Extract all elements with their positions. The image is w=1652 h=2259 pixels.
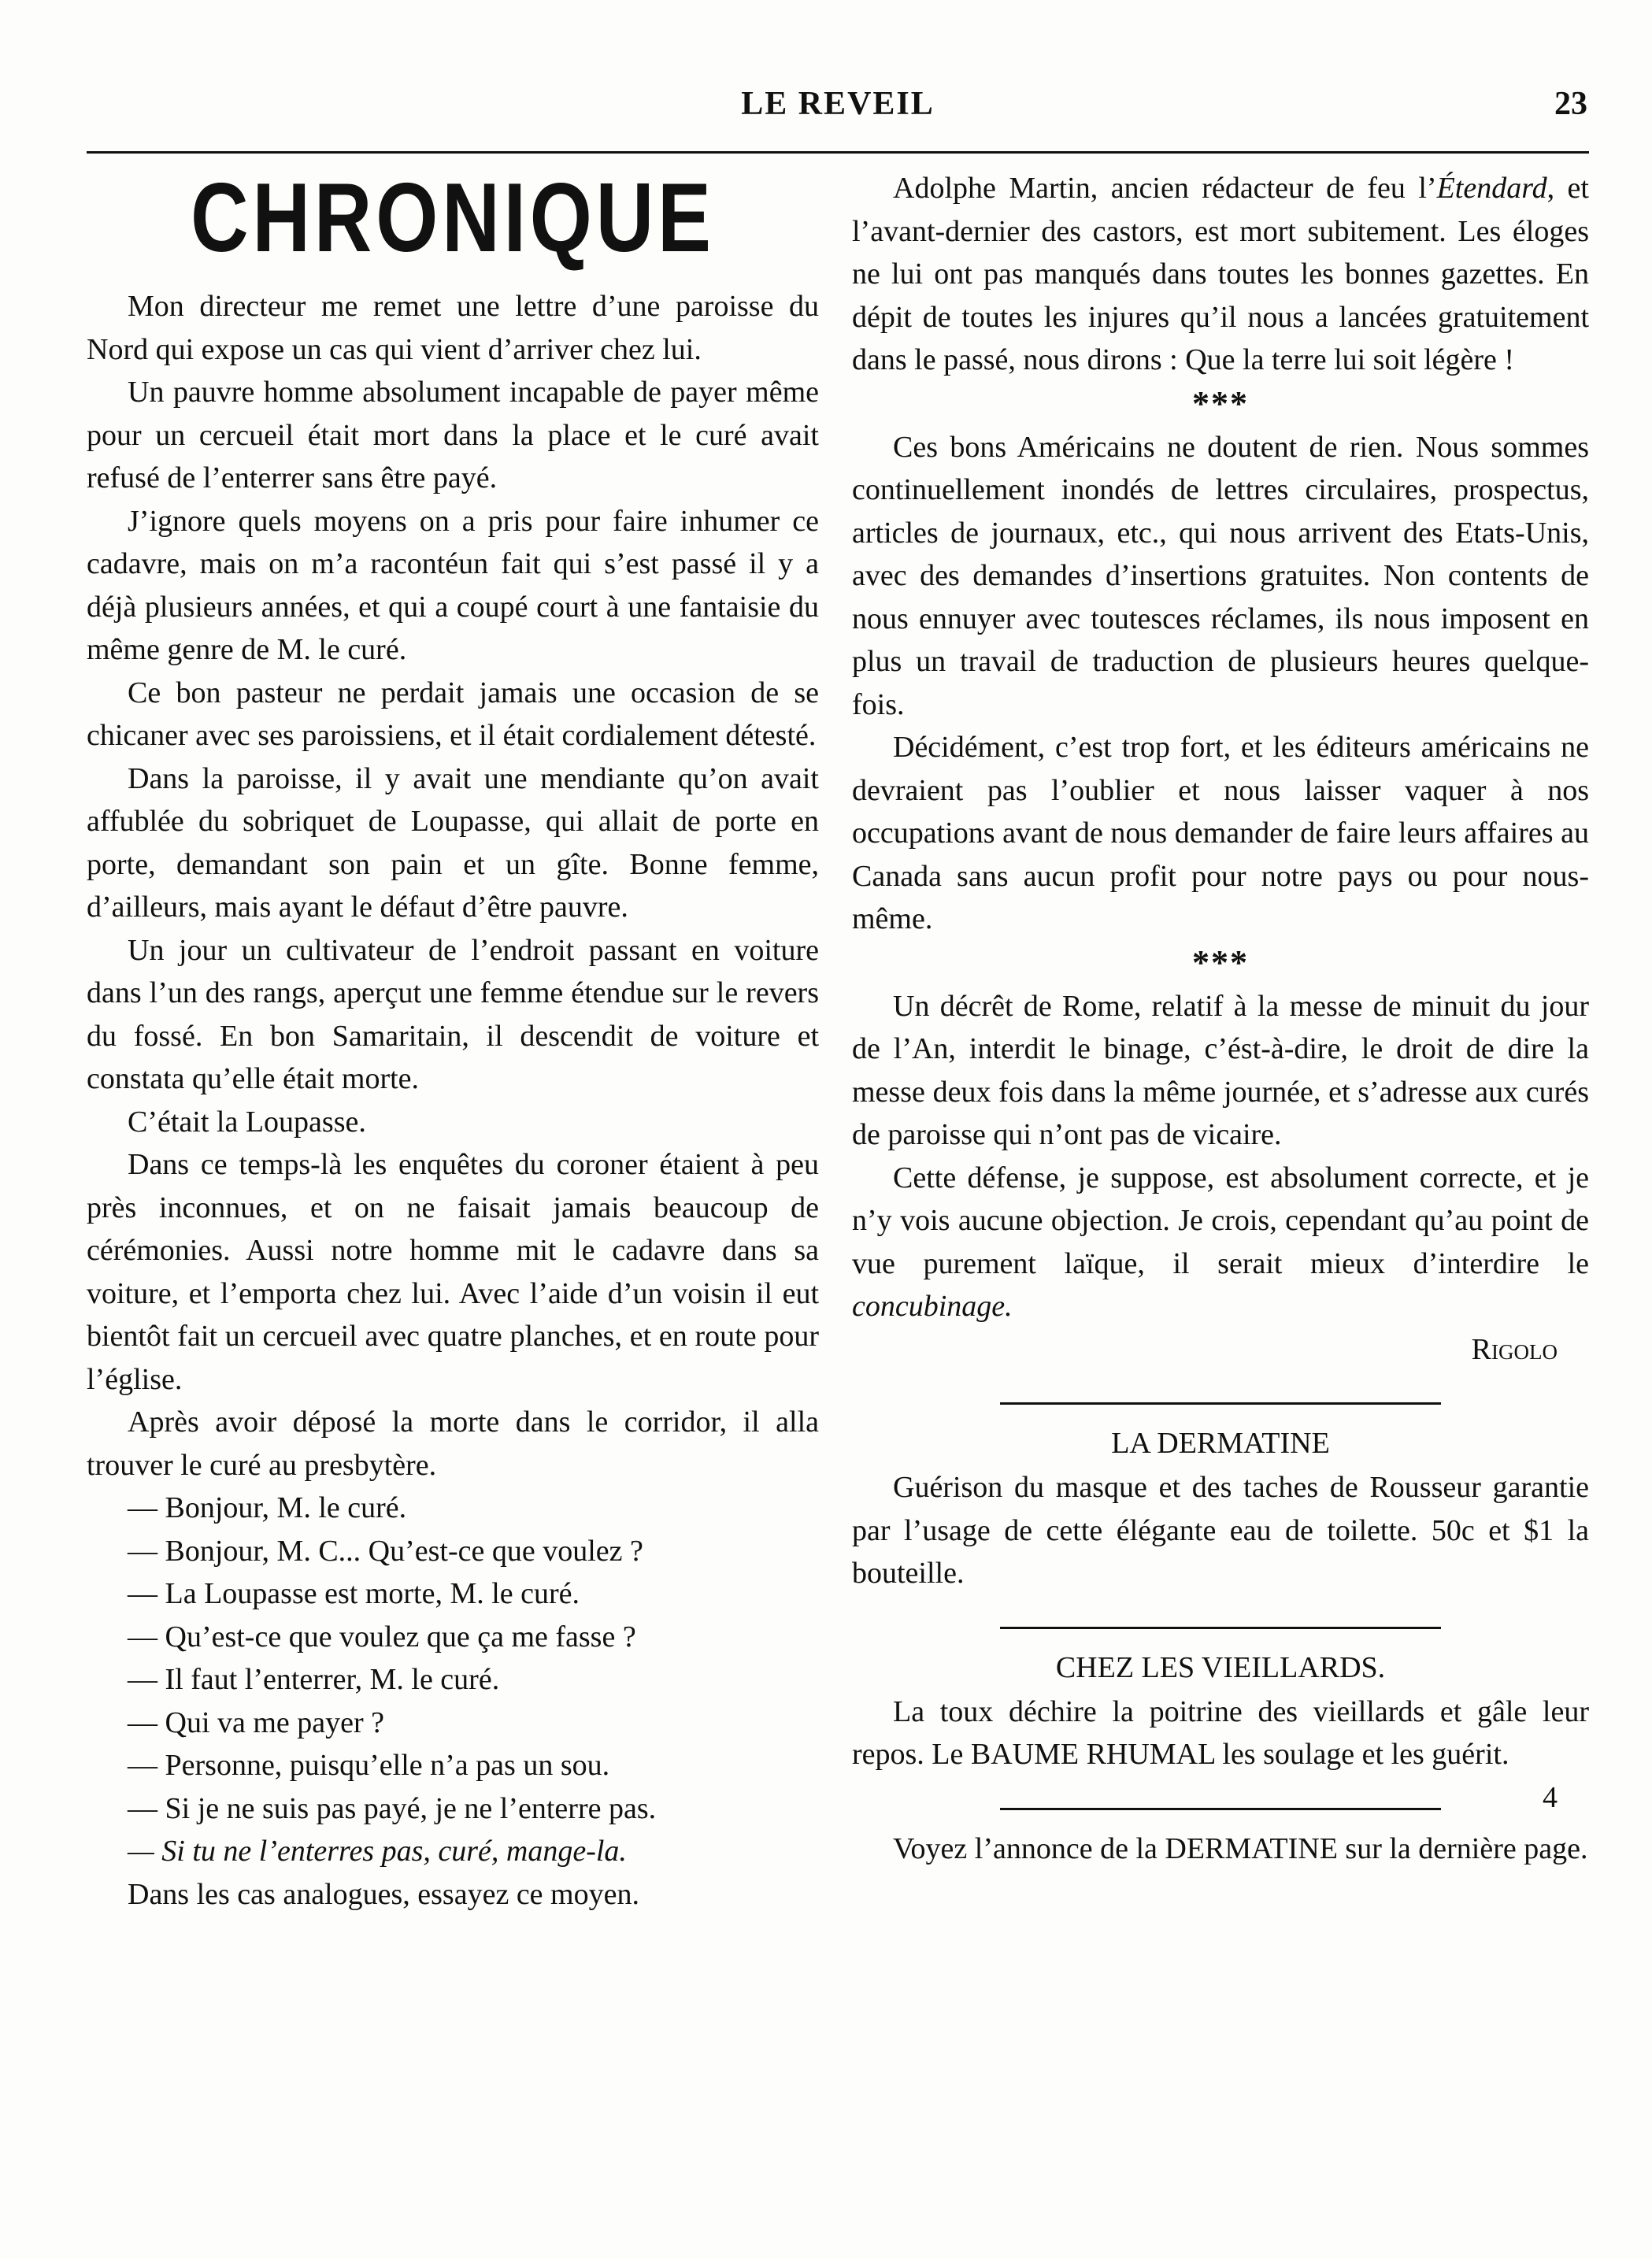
paragraph: Un jour un cultivateur de l’endroit passant en voiture dans l’un des rangs, aperçut une femme étendue sur le revers du fossé. En bon Samaritain, il descendit de voiture et constata qu’elle était morte.	[87, 933, 819, 1095]
ad-text: Guérison du masque et des taches de Rousseur garantie par l’usage de cette élégante eau de toilette. 50c et $1 la bouteille.	[852, 1471, 1589, 1590]
dialogue-final-line: — Si tu ne l’enterres pas, curé, mange-la.	[128, 1835, 627, 1868]
asterism-divider: ***	[1192, 942, 1249, 982]
paragraph: Mon directeur me remet une lettre d’une paroisse du Nord qui expose un cas qui vient d’arriver chez lui.	[87, 290, 819, 366]
obituary-text-start: Adolphe Martin, ancien rédacteur de feu l’	[893, 172, 1437, 205]
page-number: 23	[1554, 86, 1587, 122]
ad-title-vieillards: CHEZ LES VIEILLARDS.	[1055, 1650, 1386, 1684]
paragraph: Un pauvre homme absolument incapable de payer même pour un cercueil était mort dans la place et le curé avait refusé de l’enterrer sans être payé.	[87, 376, 819, 494]
author-signature: Rigolo	[1471, 1332, 1558, 1366]
dialogue-line: — Bonjour, M. C... Qu’est-ce que voulez ?	[128, 1534, 643, 1568]
paragraph-text: Cette défense, je suppose, est absolument correcte, et je n’y vois aucune objection. Je crois, cependant qu’au point de vue purement laïque, il serait mieux d’interdire le	[852, 1161, 1589, 1280]
paragraph: Un décrêt de Rome, relatif à la messe de minuit du jour de l’An, interdit le binage, c’ést-à-dire, le droit de dire la messe deux fois dans la même journée, et s’adresse aux curés de paroisse qui n’ont pas de vicaire.	[852, 989, 1589, 1151]
dialogue-line: — Il faut l’enterrer, M. le curé.	[128, 1663, 500, 1696]
journal-name: LE REVEIL	[741, 86, 935, 122]
ad-text: Voyez l’annonce de la DERMATINE sur la dernière page.	[893, 1831, 1588, 1865]
paragraph	[852, 1157, 1589, 1328]
obituary-paragraph	[852, 167, 1589, 382]
ad-divider	[1000, 1627, 1441, 1629]
paragraph: Après avoir déposé la morte dans le corridor, il alla trouver le curé au presbytère.	[87, 1405, 819, 1482]
dialogue-line: — Bonjour, M. le curé.	[128, 1491, 407, 1524]
closing-paragraph: Dans les cas analogues, essayez ce moyen.	[128, 1877, 639, 1911]
ad-text-body: La toux déchire la poitrine des vieillards et gâle leur repos. Le BAUME RHUMAL les soulage et les guérit.	[852, 1694, 1589, 1771]
paragraph: Ces bons Américains ne doutent de rien. Nous sommes continuellement inondés de lettres circulaires, prospectus, articles de journaux, etc., qui nous arrivent des Etats-Unis, avec des demandes d’insertions gratuites. Non contents de nous ennuyer avec toutesces réclames, ils nous imposent en plus un travail de traduction de plusieurs heures quelque-fois.	[852, 430, 1589, 721]
obituary-text-end: , et l’avant-dernier des castors, est mort subitement. Les éloges ne lui ont pas manqués dans toutes les bonnes gazettes. En dépit de toutes les injures qu’il nous a lancées gratuitement dans le passé, nous dirons : Que la terre lui soit légère !	[852, 172, 1589, 376]
asterism-divider: ***	[1192, 383, 1249, 423]
dialogue-line: — Qu’est-ce que voulez que ça me fasse ?	[128, 1620, 636, 1654]
right-column	[852, 167, 1589, 1870]
paragraph: Dans ce temps-là les enquêtes du coroner étaient à peu près inconnues, et on ne faisait jamais beaucoup de cérémonies. Aussi notre homme mit le cadavre dans sa voiture, et l’emporta chez lui. Avec l’aide d’un voisin il eut bientôt fait un cercueil avec quatre planches, et en route pour l’église.	[87, 1148, 819, 1396]
newspaper-name: Étendard	[1436, 172, 1547, 205]
ad-title-dermatine: LA DERMATINE	[1111, 1427, 1330, 1460]
ad-dermatine	[852, 1466, 1589, 1595]
ad-divider	[1000, 1402, 1441, 1405]
italic-word: concubinage.	[852, 1290, 1013, 1323]
running-head	[87, 85, 1589, 132]
dialogue-line: — Personne, puisqu’elle n’a pas un sou.	[128, 1749, 610, 1782]
dialogue-line: — Si je ne suis pas payé, je ne l’enterre pas.	[128, 1791, 657, 1825]
article-title: CHRONIQUE	[191, 164, 715, 272]
paragraph: Décidément, c’est trop fort, et les éditeurs américains ne devraient pas l’oublier et nous laisser vaquer à nos occupations avant de nous demander de faire leurs affaires au Canada sans aucun profit pour notre pays ou pour nous-même.	[852, 731, 1589, 935]
dialogue-line: — La Loupasse est morte, M. le curé.	[128, 1577, 580, 1610]
ad-vieillards	[852, 1691, 1589, 1814]
header-rule	[87, 151, 1589, 154]
ad-notice	[852, 1828, 1589, 1871]
ad-divider	[1000, 1808, 1441, 1810]
left-column	[87, 164, 819, 1916]
paragraph: C’était la Loupasse.	[128, 1105, 366, 1139]
ad-text	[852, 1691, 1589, 1814]
paragraph: J’ignore quels moyens on a pris pour faire inhumer ce cadavre, mais on m’a racontéun fait qui s’est passé il y a déjà plusieurs années, et qui a coupé court à une fantaisie du même genre de M. le curé.	[87, 504, 819, 666]
paragraph: Dans la paroisse, il y avait une mendiante qu’on avait affublée du sobriquet de Loupasse, qui allait de porte en porte, demandant son pain et un gîte. Bonne femme, d’ailleurs, mais ayant le défaut d’être pauvre.	[87, 761, 819, 924]
paragraph: Ce bon pasteur ne perdait jamais une occasion de se chicaner avec ses paroissiens, et il était cordialement détesté.	[87, 676, 819, 752]
ad-number: 4	[1543, 1780, 1558, 1814]
dialogue-line: — Qui va me payer ?	[128, 1705, 385, 1739]
